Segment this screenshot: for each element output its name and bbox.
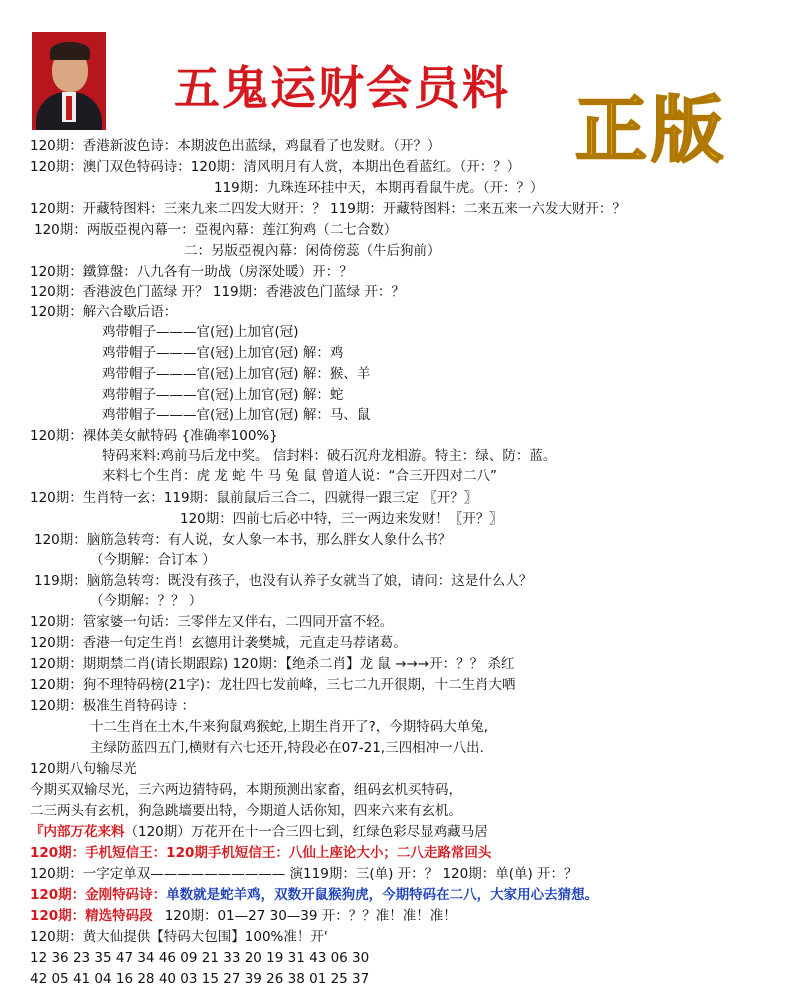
line-housekeeper: 120期：管家婆一句话：三零伴左又伴右，二四同开富不轻。 [30,614,394,630]
line-big-circle: 120期：黄大仙提供【特码大包围】100%准！开' [30,929,328,945]
genuine-stamp: 正版 [575,88,728,172]
line-odd-even: 120期：一字定单双—————————— 演119期：三(单) 开：？ 120期：单(单) 开：？ [30,866,578,882]
line-numbers-2: 42 05 41 04 16 28 40 03 15 27 39 26 38 01 25 37 [30,971,370,987]
line-wave-color-hk: 120期：香港新波色诗：本期波色出蓝绿，鸡鼠看了也发财。（开？） [30,138,441,154]
line-atv-inside-2: 二：另版亞視內幕：闲倚傍蕊（牛后狗前） [184,243,441,259]
line-selected-range [30,907,457,925]
line-poem-1: 十二生肖在土木,牛来狗鼠鸡猴蛇,上期生肖开了?，今期特码大单兔, [90,719,489,735]
selected-range-label: 120期：精选特码段 [30,908,153,924]
line-riddle-3: 鸡带帽子———官(冠)上加官(冠) 解：猴、羊 [102,366,371,382]
line-riddle-2: 鸡带帽子———官(冠)上加官(冠) 解：鸡 [102,345,344,361]
portrait-photo [32,32,106,130]
diamond-poem-label: 120期：金刚特码诗： [30,887,167,903]
line-eight-verses-2: 二三两头有玄机，狗急跳墙要出特，今期道人话你知，四来六来有玄机。 [30,803,462,819]
line-teaser-answer-119: （今期解：？？ ） [90,593,203,609]
selected-range-text: 120期：01—27 30—39 开：？？准！准！准！ [164,908,457,924]
line-macau-color: 120期：澳门双色特码诗：120期：清风明月有人赏，本期出色看蓝红。（开：？） [30,159,521,175]
line-hk-wave-door: 120期：香港波色门蓝绿 开？ 119期：香港波色门蓝绿 开：？ [30,284,405,300]
inside-flowers-label: 『内部万花来料 [30,824,125,840]
line-hk-one-zodiac: 120期：香港一句定生肖！玄德用计袭樊城，元直走马荐诸葛。 [30,635,407,651]
diamond-poem-text: 单数就是蛇羊鸡，双数开鼠猴狗虎，今期特码在二八，大家用心去猜想。 [166,887,599,903]
line-numbers-1: 12 36 23 35 47 34 46 09 21 33 20 19 31 43 06 30 [30,950,370,966]
line-dog-code-list: 120期：狗不理特码榜(21字)：龙壮四七发前峰，三七二九开很期，十二生肖大哂 [30,677,516,693]
line-brain-teaser-119: 119期：脑筋急转弯：既没有孩子，也没有认养子女就当了娘，请问：这是什么人？ [34,573,533,589]
line-banned-zodiacs: 120期：期期禁二肖(请长期跟踪) 120期：【绝杀二肖】龙 鼠 →→→开：？？ 杀红 [30,656,515,672]
line-code-source: 特码来料:鸡前马后龙中奖。 信封料：破石沉舟龙相游。特主：绿、防：蓝。 [102,448,557,464]
line-diamond-poem [30,886,598,904]
line-teaser-answer-120: （今期解：合订本 ） [90,552,216,568]
line-treasure-map: 120期：开藏特图料：三来九来二四发大财开：？ 119期：开藏特图料：二来五来一六发大财开：？ [30,201,626,217]
line-zodiac-mystery: 120期：生肖特一玄：119期：鼠前鼠后三合二，四就得一跟三定 〖开？〗 [30,490,478,506]
line-riddle-4: 鸡带帽子———官(冠)上加官(冠) 解：蛇 [102,387,344,403]
line-119-nine-pearls: 119期：九珠连环挂中天，本期再看鼠牛虎。（开：？） [214,180,544,196]
page-title: 五鬼运财会员料 [174,61,510,115]
line-riddle-5: 鸡带帽子———官(冠)上加官(冠) 解：马、鼠 [102,407,371,423]
line-abacus: 120期：鐵算盤：八九各有一助战（房深处暖）开：？ [30,264,353,280]
line-eight-verses-1: 今期买双输尽光，三六两边猜特码，本期预测出家畜，组码玄机买特码， [30,782,462,798]
photo-hair [50,42,90,60]
line-sms-king: 120期：手机短信王：120期手机短信王：八仙上座论大小；二八走路常回头 [30,845,492,861]
photo-tie [66,96,72,120]
line-riddle-1: 鸡带帽子———官(冠)上加官(冠) [102,324,299,340]
line-brain-teaser-120: 120期：脑筋急转弯：有人说，女人象一本书，那么胖女人象什么书？ [34,532,452,548]
inside-flowers-text: （120期）万花开在十一合三四七到，红绿色彩尽显鸡藏马居 [124,824,488,840]
line-seven-zodiacs: 来料七个生肖：虎 龙 蛇 牛 马 兔 鼠 曾道人说：“合三开四对二八” [102,468,498,484]
line-atv-inside-1: 120期：两版亞視內幕一：亞視內幕：莲江狗鸡（二七合数） [34,222,398,238]
line-riddle-title: 120期：解六合歇后语： [30,304,178,320]
line-eight-verses-title: 120期八句输尽光 [30,761,137,777]
line-poem-2: 主绿防蓝四五门,横财有六七还开,特段必在07-21,三四相冲一八出. [90,740,484,756]
line-four-front: 120期：四前七后必中特，三一两边来发财！〖开？〗 [180,511,503,527]
line-inside-flowers [30,823,488,841]
line-beauty-code: 120期：裸体美女献特码 {准确率100%} [30,428,278,444]
line-poem-title: 120期：极准生肖特码诗 ： [30,698,196,714]
